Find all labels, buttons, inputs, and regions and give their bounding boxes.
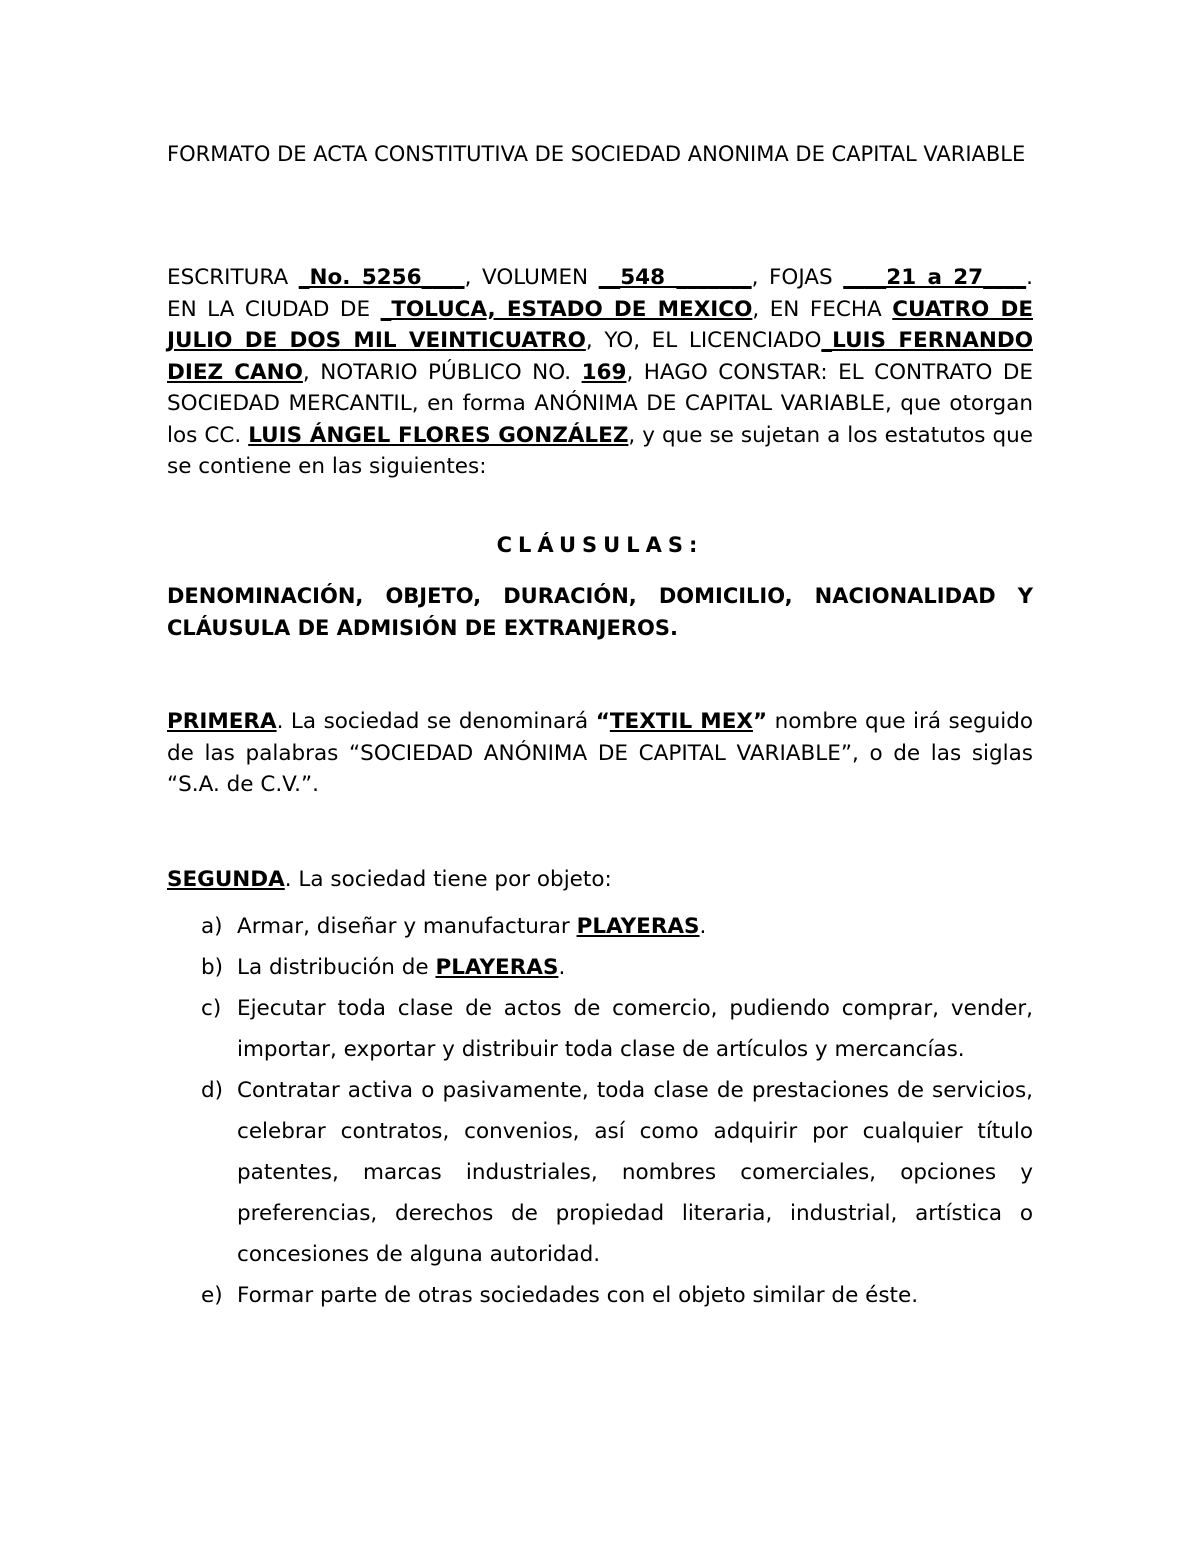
clausula-segunda	[167, 864, 1033, 896]
list-item-text: Contratar activa o pasivamente, toda clase de prestaciones de servicios, celebrar contratos, convenios, así como adquirir por cualquier título patentes, marcas industriales, nombres comerciales, opciones y preferencias, derechos de propiedad literaria, industrial, artística o concesiones de alguna autoridad.	[237, 1078, 1033, 1267]
intro-text: , NOTARIO PÚBLICO NO.	[302, 359, 582, 385]
company-name: TEXTIL MEX	[609, 709, 753, 734]
list-item-text: Formar parte de otras sociedades con el objeto similar de éste.	[237, 1283, 919, 1308]
list-marker: b)	[201, 955, 224, 980]
ciudad-name: _TOLUCA, ESTADO DE MEXICO	[380, 296, 753, 322]
objeto-list	[167, 906, 1033, 1316]
fojas-range: ____21 a 27____	[843, 265, 1027, 290]
list-marker: a)	[201, 914, 223, 939]
quote-mark: ”	[752, 709, 768, 734]
list-marker: c)	[201, 996, 222, 1021]
list-item	[167, 1275, 1033, 1316]
clausula-label: SEGUNDA	[167, 867, 285, 892]
intro-text: , HAGO CONSTAR: EL CONTRATO DE SOCIEDAD MERCANTIL, en forma ANÓNIMA DE CAPITAL VARIABLE, que otorgan los CC.	[167, 359, 1033, 448]
intro-text: , YO, EL LICENCIADO	[585, 328, 822, 353]
list-item-text: Armar, diseñar y manufacturar	[237, 914, 577, 939]
list-item-text: La distribución de	[237, 955, 436, 980]
volumen-number: __548 _______	[598, 265, 752, 290]
list-item	[167, 1070, 1033, 1275]
list-item	[167, 988, 1033, 1070]
licenciado-name: _LUIS FERNANDO DIEZ CANO	[167, 328, 1033, 385]
intro-text: , FOJAS	[751, 265, 844, 290]
intro-text: , y que se sujetan a los estatutos que se contiene en las siguientes:	[167, 422, 1034, 479]
intro-text: ESCRITURA	[167, 265, 299, 290]
clausula-text: . La sociedad tiene por objeto:	[284, 867, 612, 892]
intro-text: , EN FECHA	[752, 296, 893, 322]
clausula-text: . La sociedad se denominará	[276, 709, 596, 734]
section-heading: DENOMINACIÓN, OBJETO, DURACIÓN, DOMICILIO, NACIONALIDAD Y CLÁUSULA DE ADMISIÓN DE EXTRANJEROS.	[167, 584, 1033, 640]
list-item-text: .	[699, 914, 707, 939]
intro-paragraph	[167, 262, 1033, 483]
list-item-text: Ejecutar toda clase de actos de comercio, pudiendo comprar, vender, importar, exportar y distribuir toda clase de artículos y mercancías.	[237, 996, 1033, 1062]
list-marker: e)	[201, 1283, 223, 1308]
quote-mark: “	[595, 709, 610, 734]
list-marker: d)	[201, 1078, 224, 1103]
clausulas-heading: CLÁUSULAS:	[496, 533, 704, 557]
intro-text: , VOLUMEN	[464, 265, 599, 290]
product-name: PLAYERAS	[576, 914, 700, 939]
document-title: FORMATO DE ACTA CONSTITUTIVA DE SOCIEDAD ANONIMA DE CAPITAL VARIABLE	[167, 142, 1026, 166]
otorgantes-name: LUIS ÁNGEL FLORES GONZÁLEZ	[248, 422, 629, 448]
clausula-label: PRIMERA	[167, 709, 277, 734]
product-name: PLAYERAS	[435, 955, 559, 980]
list-item-text: .	[558, 955, 566, 980]
clausula-primera	[167, 706, 1033, 801]
intro-text: . EN LA CIUDAD DE	[167, 265, 1033, 322]
list-item	[167, 906, 1033, 947]
fecha-text: CUATRO DE JULIO DE DOS MIL VEINTICUATRO	[167, 296, 1034, 353]
notario-number: 169	[581, 359, 627, 385]
clausula-text: nombre que irá seguido de las palabras “SOCIEDAD ANÓNIMA DE CAPITAL VARIABLE”, o de las siglas “S.A. de C.V.”.	[167, 709, 1034, 797]
escritura-number: _No. 5256____	[298, 265, 465, 290]
list-item	[167, 947, 1033, 988]
